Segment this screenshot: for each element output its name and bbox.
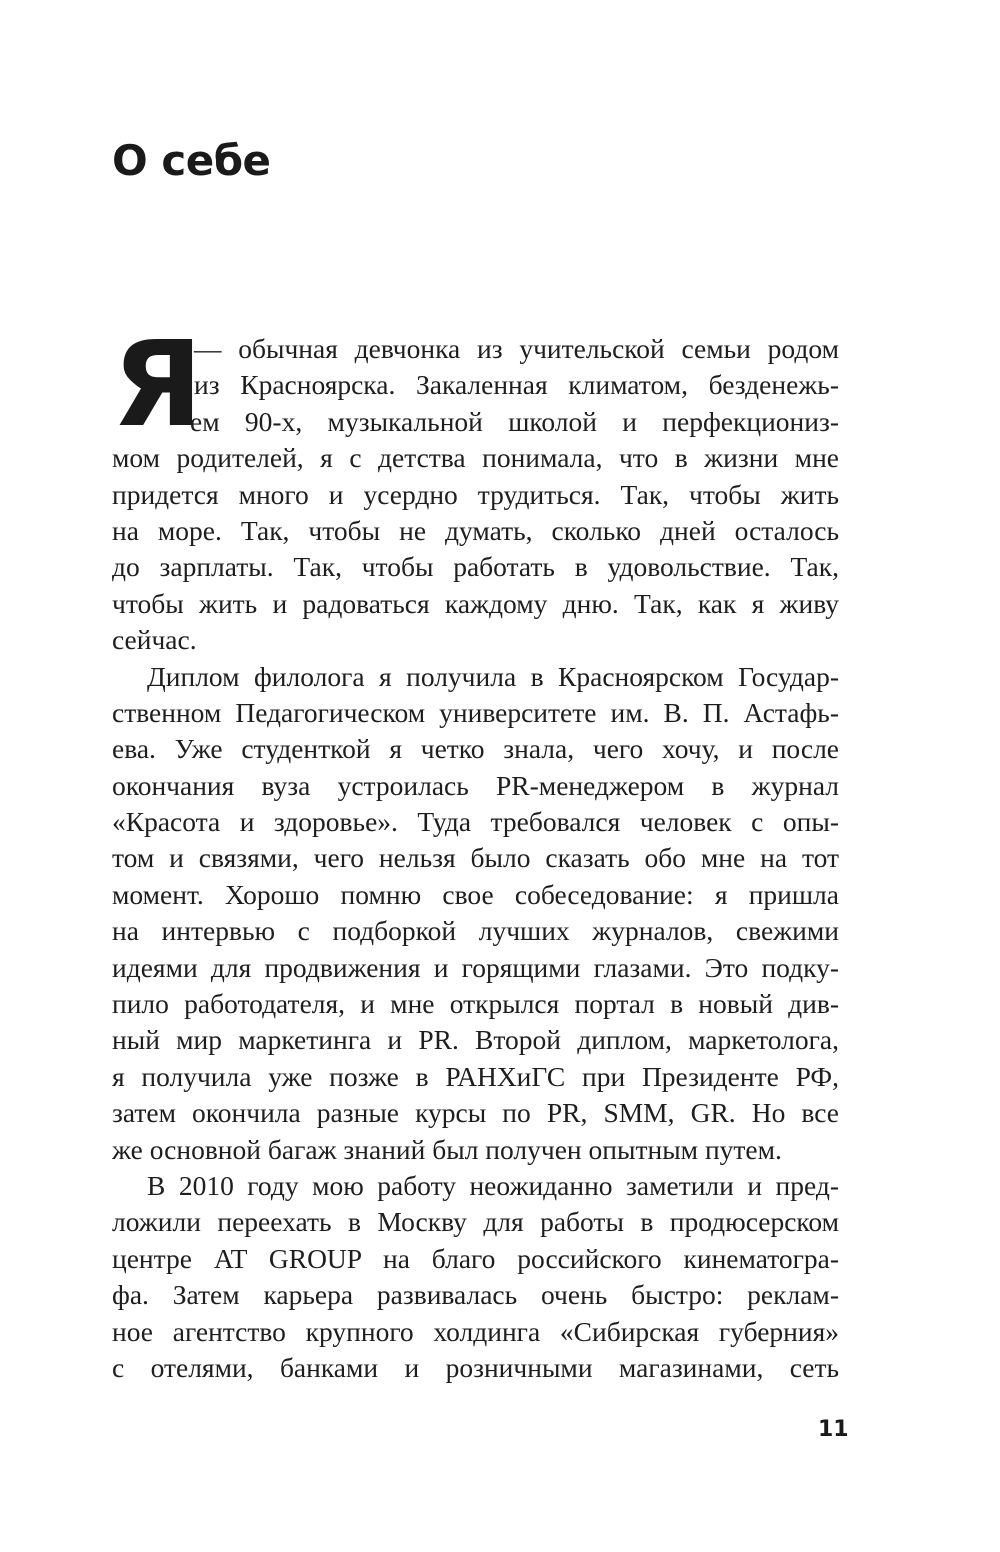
text-line: момент. Хорошо помню свое собеседование: я пришла — [112, 878, 839, 910]
text-line: том и связями, чего нельзя было сказать обо мне на тот — [112, 842, 839, 874]
paragraph-2 — [112, 659, 839, 1168]
text-line: фа. Затем карьера развивалась очень быстро: реклам- — [112, 1279, 839, 1311]
text-line: центре AT GROUP на благо российского кинематогра- — [112, 1242, 839, 1274]
chapter-title: О себе — [112, 136, 271, 185]
text-line: до зарплаты. Так, чтобы работать в удовольствие. Так, — [112, 551, 839, 583]
text-line: же основной багаж знаний был получен опытным путем. — [112, 1133, 782, 1165]
text-line: мом родителей, я с детства понимала, что в жизни мне — [112, 442, 839, 474]
text-line: придется много и усердно трудиться. Так, чтобы жить — [112, 478, 839, 510]
text-line: В 2010 году мою работу неожиданно заметили и пред- — [147, 1169, 839, 1201]
text-line: ное агентство крупного холдинга «Сибирская губерния» — [112, 1315, 839, 1347]
text-line: сейчас. — [112, 624, 197, 656]
drop-cap: Я — [112, 315, 203, 453]
text-line: затем окончила разные курсы по PR, SMM, GR. Но все — [112, 1097, 839, 1129]
text-line: окончания вуза устроилась PR-менеджером в журнал — [112, 769, 839, 801]
text-line: я получила уже позже в РАНХиГС при Президенте РФ, — [112, 1060, 839, 1092]
text-line: ложили переехать в Москву для работы в продюсерском — [112, 1206, 839, 1238]
text-line: ственном Педагогическом университете им. В. П. Астафь- — [112, 696, 839, 728]
text-line: — обычная девчонка из учительской семьи родом — [194, 333, 839, 364]
text-line: на море. Так, чтобы не думать, сколько дней осталось — [112, 514, 839, 546]
text-line: Диплом филолога я получила в Красноярском Государ- — [147, 660, 839, 692]
text-line: ный мир маркетинга и PR. Второй диплом, маркетолога, — [112, 1024, 839, 1056]
text-line: идеями для продвижения и горящими глазами. Это подку- — [112, 951, 839, 983]
paragraph-1 — [112, 315, 839, 659]
text-line: ева. Уже студенткой я четко знала, чего хочу, и после — [112, 733, 839, 765]
text-line: чтобы жить и радоваться каждому дню. Так, как я живу — [112, 587, 839, 619]
text-line: из Красноярска. Закаленная климатом, безденежь- — [194, 369, 839, 401]
text-line: «Красота и здоровье». Туда требовался человек с опы- — [112, 806, 839, 838]
text-line: ем 90-х, музыкальной школой и перфекциониз- — [190, 405, 839, 437]
text-line: с отелями, банками и розничными магазинами, сеть — [112, 1351, 839, 1383]
text-line: на интервью с подборкой лучших журналов, свежими — [112, 915, 839, 947]
page-number: 11 — [818, 1417, 849, 1442]
text-line: пило работодателя, и мне открылся портал в новый див- — [112, 988, 839, 1020]
paragraph-3 — [112, 1168, 839, 1386]
body-text — [112, 315, 839, 1386]
